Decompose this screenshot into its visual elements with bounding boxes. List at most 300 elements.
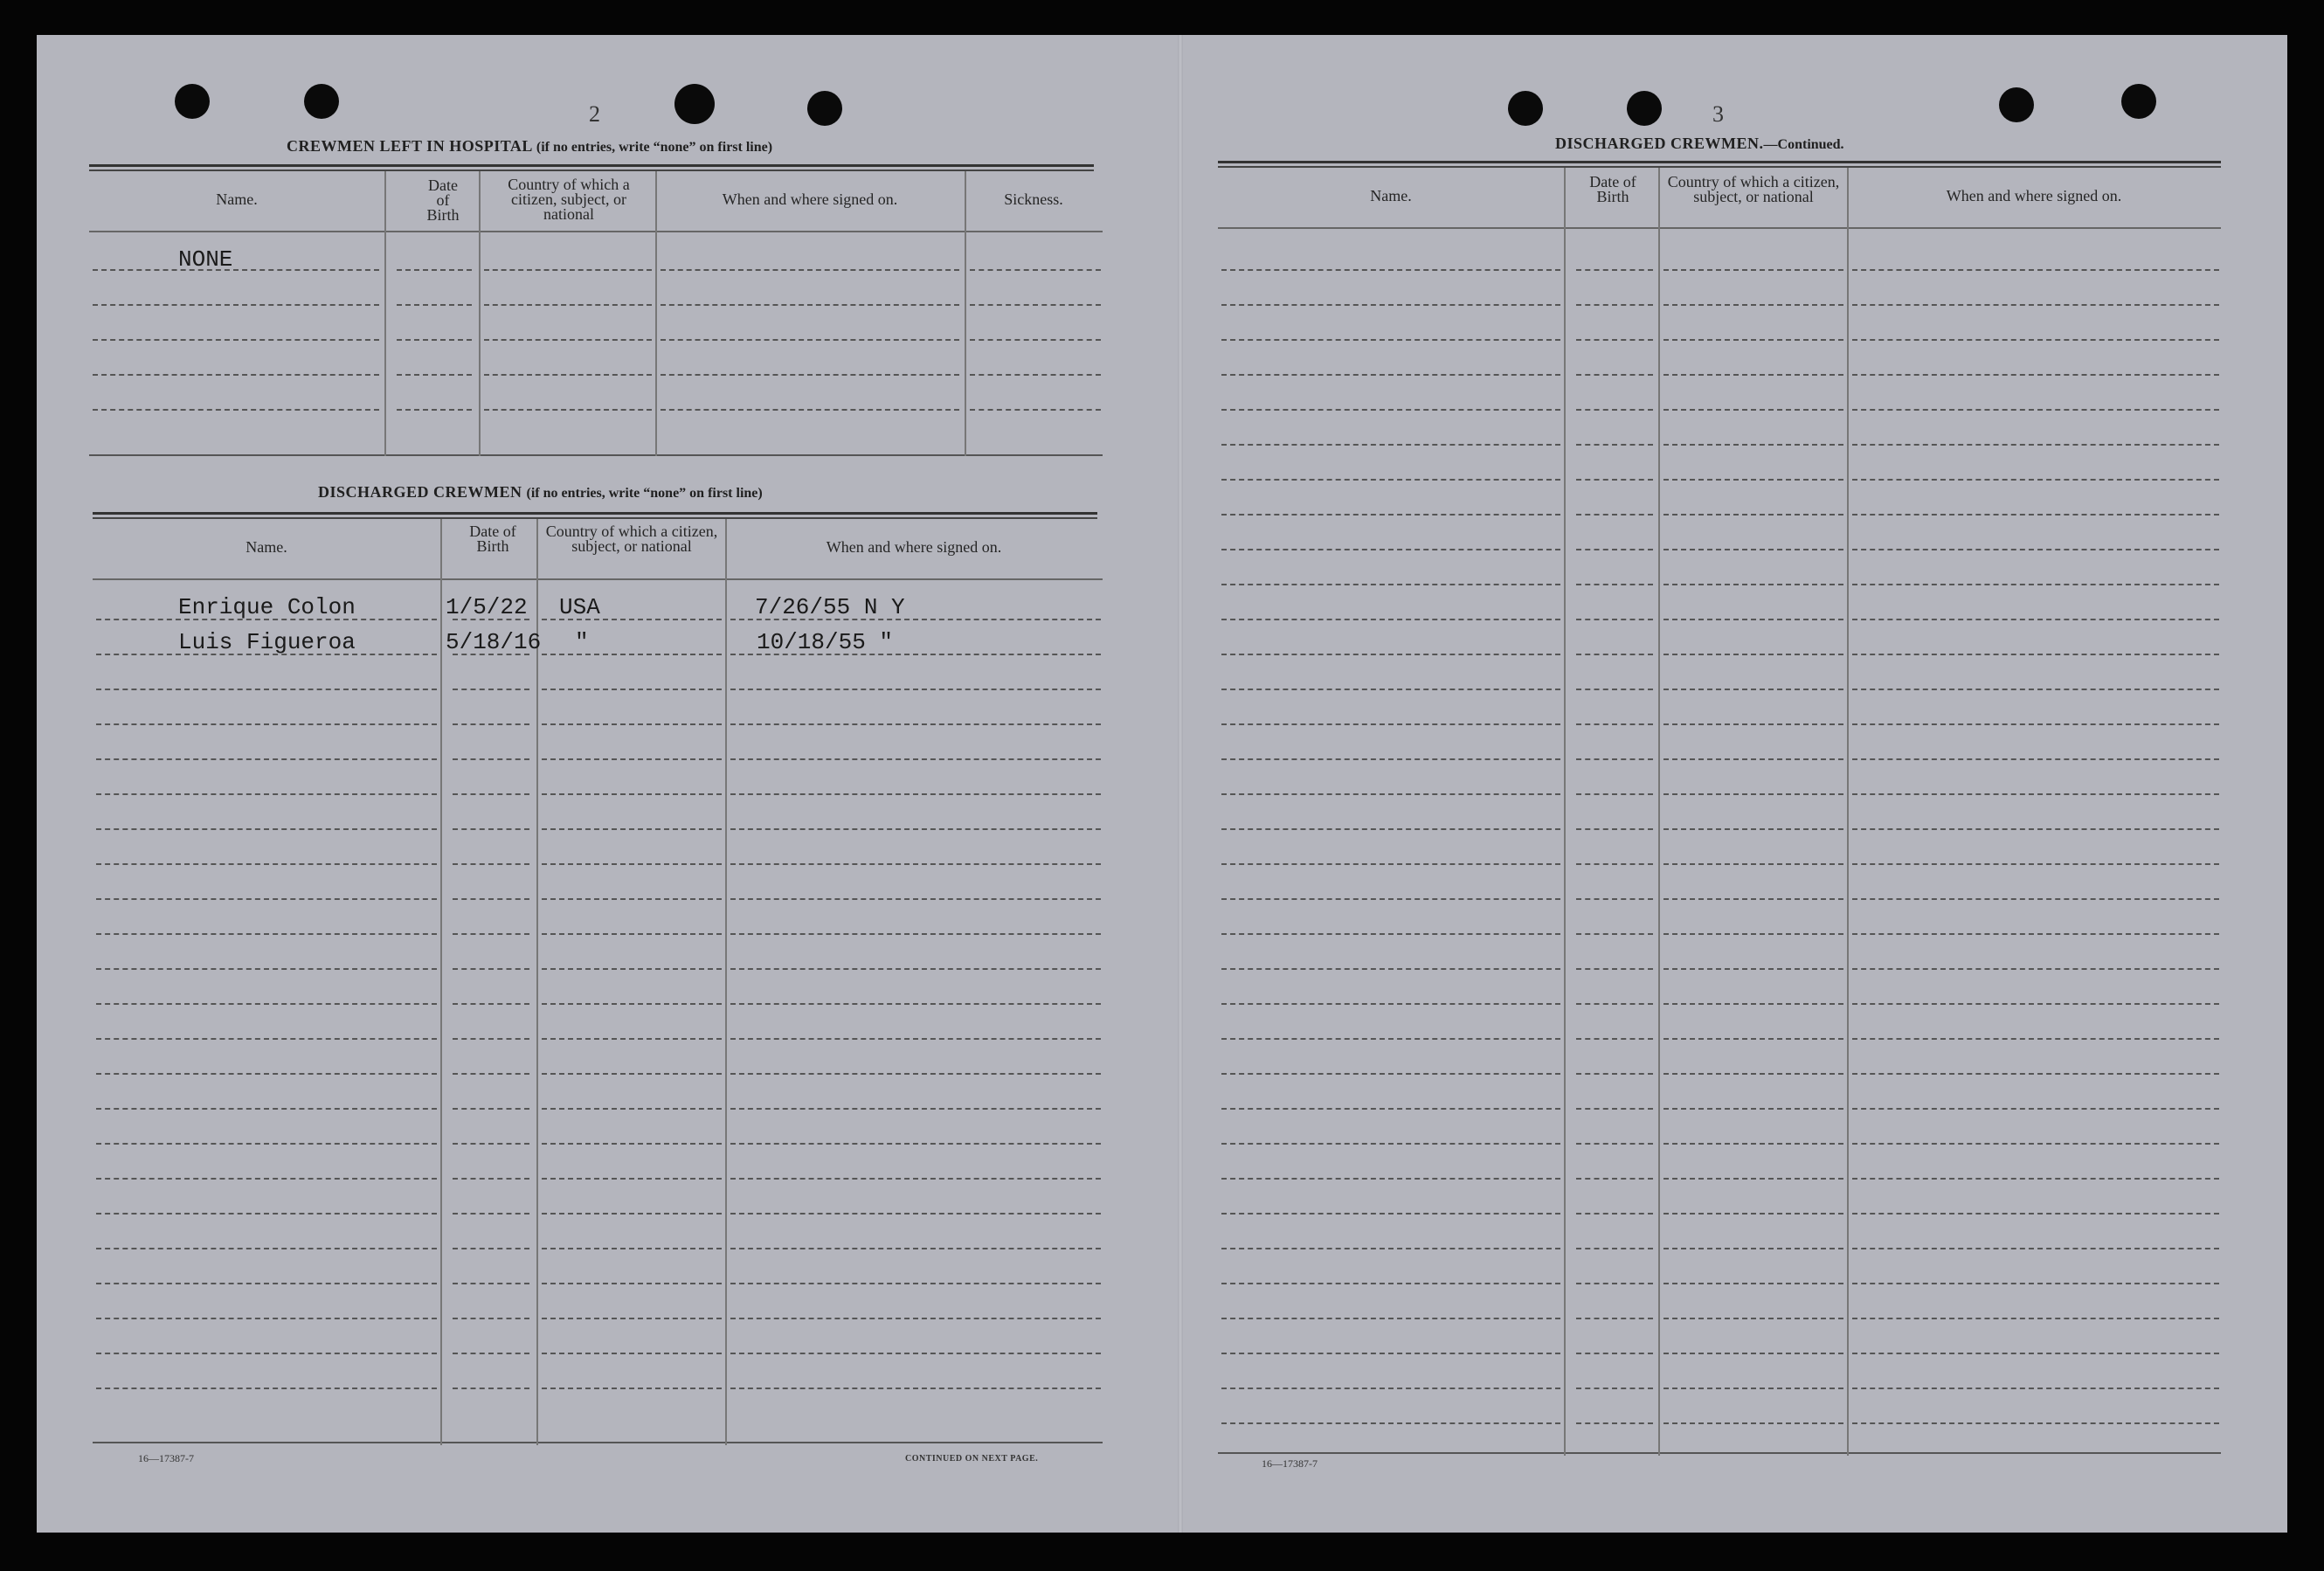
ruled-line (1576, 723, 1653, 725)
ruled-line (453, 933, 529, 935)
ruled-line (1663, 339, 1843, 341)
ruled-line (1852, 1178, 2219, 1180)
ruled-line (96, 1178, 437, 1180)
punch-hole (2121, 84, 2156, 119)
ruled-line (1576, 339, 1653, 341)
right-col-name: Name. (1370, 187, 1412, 204)
ruled-line (1576, 1073, 1653, 1075)
ruled-line (970, 409, 1101, 411)
discharged-col-signed-on: When and where signed on. (826, 538, 1002, 556)
ruled-line (1576, 619, 1653, 620)
ruled-line (1663, 968, 1843, 970)
ruled-line (1663, 863, 1843, 865)
ruled-line (1221, 1353, 1560, 1354)
ruled-line (453, 689, 529, 690)
ruled-line (453, 723, 529, 725)
ruled-line (1852, 968, 2219, 970)
ruled-line (453, 1003, 529, 1005)
ruled-line (730, 863, 1101, 865)
ruled-line (453, 1388, 529, 1389)
ruled-line (484, 409, 652, 411)
hospital-heading-title: CREWMEN LEFT IN HOSPITAL (287, 137, 532, 155)
ruled-line (730, 1108, 1101, 1110)
ruled-line (453, 1073, 529, 1075)
ruled-line (542, 1108, 722, 1110)
ruled-line (397, 374, 472, 376)
ruled-line (96, 723, 437, 725)
ruled-line (484, 374, 652, 376)
ruled-line (542, 1178, 722, 1180)
ruled-line (1576, 1213, 1653, 1215)
ruled-line (96, 933, 437, 935)
ruled-line (1852, 758, 2219, 760)
ruled-line (453, 619, 529, 620)
ruled-line (1852, 1003, 2219, 1005)
ruled-line (1852, 689, 2219, 690)
ruled-line (93, 269, 379, 271)
ruled-line (1576, 479, 1653, 481)
ruled-line (1852, 898, 2219, 900)
ruled-line (96, 1073, 437, 1075)
ruled-line (1663, 619, 1843, 620)
ruled-line (730, 933, 1101, 935)
hospital-table (89, 164, 1103, 458)
ruled-line (1852, 1318, 2219, 1319)
ruled-line (1576, 758, 1653, 760)
ruled-line (96, 1213, 437, 1215)
ruled-line (1221, 339, 1560, 341)
crewman-name: Enrique Colon (178, 594, 356, 620)
ruled-line (542, 654, 722, 655)
ruled-line (542, 793, 722, 795)
ruled-line (1576, 863, 1653, 865)
ruled-line (96, 1248, 437, 1249)
right-col-dob: Date of Birth (1589, 173, 1636, 205)
ruled-line (96, 863, 437, 865)
ruled-line (1852, 1388, 2219, 1389)
ruled-line (542, 1003, 722, 1005)
ruled-line (542, 723, 722, 725)
ruled-line (730, 1388, 1101, 1389)
ruled-line (661, 409, 959, 411)
ruled-line (1576, 1318, 1653, 1319)
ruled-line (453, 1143, 529, 1145)
hospital-heading (287, 137, 772, 156)
ruled-line (542, 1353, 722, 1354)
ruled-line (453, 1108, 529, 1110)
punch-hole (807, 91, 842, 126)
ruled-line (1663, 269, 1843, 271)
ruled-line (453, 654, 529, 655)
ruled-line (453, 863, 529, 865)
ruled-line (1852, 793, 2219, 795)
ruled-line (1663, 1073, 1843, 1075)
ruled-line (96, 1038, 437, 1040)
ruled-line (1852, 514, 2219, 516)
ruled-line (1576, 1108, 1653, 1110)
ruled-line (1663, 549, 1843, 550)
ruled-line (453, 1318, 529, 1319)
ruled-line (96, 1108, 437, 1110)
ruled-line (542, 758, 722, 760)
hospital-col-dob: Date of Birth (426, 176, 460, 224)
ruled-line (542, 968, 722, 970)
ruled-line (661, 339, 959, 341)
hospital-col-signed-on: When and where signed on. (722, 190, 898, 208)
continued-note: CONTINUED ON NEXT PAGE. (905, 1454, 1039, 1464)
discharged-heading (318, 483, 763, 502)
ruled-line (1852, 1038, 2219, 1040)
ruled-line (453, 758, 529, 760)
ruled-line (542, 828, 722, 830)
ruled-line (730, 1178, 1101, 1180)
ruled-line (1221, 444, 1560, 446)
ruled-line (730, 1143, 1101, 1145)
ruled-line (1576, 304, 1653, 306)
ruled-line (453, 1038, 529, 1040)
ruled-line (970, 304, 1101, 306)
ruled-line (661, 374, 959, 376)
ruled-line (397, 339, 472, 341)
ruled-line (1221, 793, 1560, 795)
discharged-table (93, 512, 1103, 1447)
ruled-line (453, 793, 529, 795)
ruled-line (453, 968, 529, 970)
ruled-line (730, 1283, 1101, 1284)
ruled-line (1576, 1353, 1653, 1354)
hospital-heading-instruction: (if no entries, write “none” on first line) (536, 140, 773, 155)
discharged-heading-title: DISCHARGED CREWMEN (318, 483, 522, 501)
ruled-line (1221, 1388, 1560, 1389)
ruled-line (453, 1353, 529, 1354)
ruled-line (96, 758, 437, 760)
ruled-line (96, 1318, 437, 1319)
ruled-line (1576, 1422, 1653, 1424)
crewman-dob: 5/18/16 (446, 629, 542, 655)
ruled-line (1576, 1143, 1653, 1145)
ruled-line (397, 269, 472, 271)
ruled-line (96, 619, 437, 620)
ruled-line (661, 269, 959, 271)
ruled-line (1576, 409, 1653, 411)
form-number-right: 16—17387-7 (1262, 1457, 1318, 1470)
ruled-line (96, 1388, 437, 1389)
ruled-line (1576, 689, 1653, 690)
ruled-line (1221, 1422, 1560, 1424)
ruled-line (453, 828, 529, 830)
ruled-line (1221, 723, 1560, 725)
ruled-line (1852, 723, 2219, 725)
right-col-country: Country of which a citizen, subject, or national (1667, 173, 1840, 205)
ruled-line (1576, 933, 1653, 935)
ruled-line (1576, 1388, 1653, 1389)
ruled-line (1852, 619, 2219, 620)
ruled-line (1221, 828, 1560, 830)
discharged-col-name: Name. (246, 538, 287, 556)
ruled-line (1221, 619, 1560, 620)
ruled-line (1221, 304, 1560, 306)
ruled-line (1221, 689, 1560, 690)
ruled-line (93, 409, 379, 411)
ruled-line (1852, 654, 2219, 655)
ruled-line (1852, 339, 2219, 341)
ruled-line (1576, 968, 1653, 970)
ruled-line (730, 1248, 1101, 1249)
discharged-heading-instruction: (if no entries, write “none” on first line) (526, 486, 763, 501)
ruled-line (730, 1003, 1101, 1005)
ruled-line (1852, 1073, 2219, 1075)
ruled-line (1852, 479, 2219, 481)
ruled-line (1221, 1178, 1560, 1180)
discharged-col-country: Country of which a citizen, subject, or national (545, 523, 718, 555)
ruled-line (1663, 1422, 1843, 1424)
ruled-line (1852, 933, 2219, 935)
punch-hole (1508, 91, 1543, 126)
ruled-line (1663, 1108, 1843, 1110)
ruled-line (96, 1283, 437, 1284)
punch-hole (1999, 87, 2034, 122)
ruled-line (1663, 1178, 1843, 1180)
ruled-line (1576, 584, 1653, 585)
ruled-line (1852, 863, 2219, 865)
punch-hole (175, 84, 210, 119)
ruled-line (730, 1318, 1101, 1319)
ruled-line (1576, 1003, 1653, 1005)
page-number-right: 3 (1712, 101, 1724, 127)
right-heading (1555, 135, 1844, 153)
ruled-line (484, 304, 652, 306)
ruled-line (1221, 1003, 1560, 1005)
ruled-line (1663, 1003, 1843, 1005)
page-number-left: 2 (589, 101, 600, 127)
crewman-country: USA (559, 594, 600, 620)
ruled-line (1663, 723, 1843, 725)
ruled-line (1221, 374, 1560, 376)
ruled-line (93, 339, 379, 341)
ruled-line (542, 863, 722, 865)
ruled-line (1663, 793, 1843, 795)
ruled-line (1852, 304, 2219, 306)
ruled-line (730, 968, 1101, 970)
ruled-line (1221, 863, 1560, 865)
ruled-line (96, 1003, 437, 1005)
ruled-line (1663, 1213, 1843, 1215)
ruled-line (96, 689, 437, 690)
ruled-line (1852, 374, 2219, 376)
page-fold (1178, 35, 1183, 1533)
ruled-line (542, 1248, 722, 1249)
ruled-line (730, 793, 1101, 795)
ruled-line (1221, 1318, 1560, 1319)
ruled-line (1221, 514, 1560, 516)
ruled-line (93, 304, 379, 306)
ruled-line (1663, 898, 1843, 900)
ruled-line (1221, 1073, 1560, 1075)
ruled-line (1663, 758, 1843, 760)
crewman-dob: 1/5/22 (446, 594, 528, 620)
right-heading-title: DISCHARGED CREWMEN. (1555, 135, 1764, 152)
ruled-line (397, 409, 472, 411)
ruled-line (1663, 1353, 1843, 1354)
ruled-line (730, 654, 1101, 655)
form-number-left: 16—17387-7 (138, 1452, 194, 1464)
ruled-line (1663, 584, 1843, 585)
ruled-line (96, 898, 437, 900)
discharged-col-dob: Date of Birth (469, 523, 516, 555)
crewman-signed-on: 7/26/55 N Y (755, 594, 905, 620)
ruled-line (397, 304, 472, 306)
ruled-line (1221, 1038, 1560, 1040)
ruled-line (1576, 1283, 1653, 1284)
ruled-line (730, 1353, 1101, 1354)
punch-hole (674, 84, 715, 124)
ruled-line (484, 269, 652, 271)
ruled-line (1221, 584, 1560, 585)
ruled-line (93, 374, 379, 376)
ruled-line (730, 828, 1101, 830)
ruled-line (453, 1248, 529, 1249)
ruled-line (96, 1143, 437, 1145)
ruled-line (730, 619, 1101, 620)
ruled-line (1663, 514, 1843, 516)
ruled-line (1221, 968, 1560, 970)
ruled-line (1576, 1178, 1653, 1180)
ruled-line (542, 1213, 722, 1215)
crewman-signed-on: 10/18/55 " (757, 629, 894, 655)
ruled-line (1663, 933, 1843, 935)
ruled-line (661, 304, 959, 306)
ruled-line (730, 1213, 1101, 1215)
right-col-signed-on: When and where signed on. (1946, 187, 2122, 204)
ruled-line (730, 758, 1101, 760)
ruled-line (1576, 793, 1653, 795)
ruled-line (1852, 1213, 2219, 1215)
ruled-line (1852, 1143, 2219, 1145)
ruled-line (1221, 1283, 1560, 1284)
ruled-line (453, 898, 529, 900)
ruled-line (970, 374, 1101, 376)
ruled-line (1221, 933, 1560, 935)
ruled-line (453, 1178, 529, 1180)
ruled-line (1576, 1038, 1653, 1040)
ruled-line (1663, 1038, 1843, 1040)
hospital-col-country: Country of which a citizen, subject, or national (508, 176, 630, 223)
ruled-line (1663, 479, 1843, 481)
ruled-line (453, 1283, 529, 1284)
ruled-line (96, 828, 437, 830)
ruled-line (1852, 1108, 2219, 1110)
crewman-country: " (575, 629, 589, 655)
ruled-line (1663, 828, 1843, 830)
ruled-line (542, 898, 722, 900)
ruled-line (1663, 1318, 1843, 1319)
ruled-line (1663, 444, 1843, 446)
ruled-line (730, 1073, 1101, 1075)
ruled-line (1663, 689, 1843, 690)
ruled-line (1221, 409, 1560, 411)
continued-table (1218, 161, 2221, 1456)
ruled-line (96, 793, 437, 795)
ruled-line (542, 1038, 722, 1040)
ruled-line (970, 269, 1101, 271)
ruled-line (1221, 898, 1560, 900)
ruled-line (542, 1283, 722, 1284)
ruled-line (453, 1213, 529, 1215)
ruled-line (542, 689, 722, 690)
ruled-line (1663, 409, 1843, 411)
ruled-line (1663, 1143, 1843, 1145)
ruled-line (1576, 444, 1653, 446)
ruled-line (1663, 304, 1843, 306)
hospital-entry: NONE (178, 246, 233, 273)
ruled-line (1221, 1213, 1560, 1215)
ruled-line (1576, 514, 1653, 516)
ruled-line (1852, 1283, 2219, 1284)
ruled-line (96, 1353, 437, 1354)
ruled-line (1576, 374, 1653, 376)
ruled-line (1852, 1353, 2219, 1354)
ruled-line (1576, 828, 1653, 830)
ruled-line (1221, 758, 1560, 760)
right-heading-suffix: —Continued. (1763, 137, 1844, 152)
ruled-line (1852, 584, 2219, 585)
ruled-line (542, 1318, 722, 1319)
punch-hole (1627, 91, 1662, 126)
ruled-line (542, 619, 722, 620)
crewman-name: Luis Figueroa (178, 629, 356, 655)
ruled-line (1221, 1143, 1560, 1145)
ruled-line (1576, 1248, 1653, 1249)
ruled-line (484, 339, 652, 341)
ruled-line (1852, 828, 2219, 830)
ruled-line (1852, 444, 2219, 446)
ruled-line (1576, 549, 1653, 550)
ruled-line (1576, 269, 1653, 271)
ruled-line (1221, 269, 1560, 271)
ruled-line (730, 898, 1101, 900)
ruled-line (1221, 549, 1560, 550)
punch-hole (304, 84, 339, 119)
ruled-line (1576, 654, 1653, 655)
ruled-line (1852, 409, 2219, 411)
ruled-line (96, 654, 437, 655)
ruled-line (542, 1388, 722, 1389)
hospital-col-sickness: Sickness. (1004, 190, 1063, 208)
ruled-line (1852, 1248, 2219, 1249)
ruled-line (1221, 654, 1560, 655)
ruled-line (1663, 654, 1843, 655)
hospital-col-name: Name. (216, 190, 258, 208)
ruled-line (1221, 1248, 1560, 1249)
ruled-line (1852, 549, 2219, 550)
ruled-line (1576, 898, 1653, 900)
ruled-line (542, 1073, 722, 1075)
ruled-line (970, 339, 1101, 341)
ruled-line (730, 689, 1101, 690)
ruled-line (1663, 374, 1843, 376)
ruled-line (1221, 479, 1560, 481)
ruled-line (1663, 1248, 1843, 1249)
ruled-line (96, 968, 437, 970)
ruled-line (542, 933, 722, 935)
ruled-line (1663, 1388, 1843, 1389)
ruled-line (542, 1143, 722, 1145)
ruled-line (730, 1038, 1101, 1040)
ruled-line (730, 723, 1101, 725)
ruled-line (1852, 269, 2219, 271)
ruled-line (1852, 1422, 2219, 1424)
ruled-line (1221, 1108, 1560, 1110)
